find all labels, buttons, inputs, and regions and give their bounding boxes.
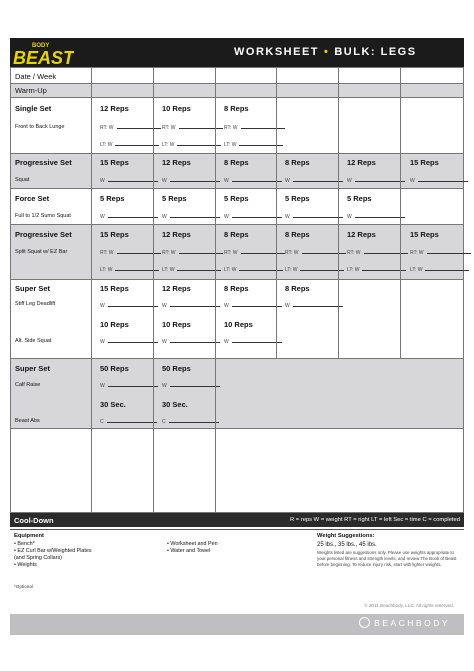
weight-field[interactable]: [241, 249, 285, 254]
weight-field[interactable]: [232, 177, 282, 182]
beachbody-logo: BEACHBODY: [359, 618, 450, 629]
weight-field[interactable]: [108, 338, 158, 343]
blank-row: [11, 428, 463, 514]
date-week-row: [11, 68, 463, 83]
logo-top-text: BODY: [32, 43, 50, 49]
date-week-label: Date / Week: [15, 72, 57, 81]
weight-field[interactable]: [108, 302, 158, 307]
beachbody-circle-icon: [359, 617, 370, 628]
weight-field[interactable]: [108, 382, 158, 387]
exercise-alt-side-squat: Alt. Side Squat: [15, 338, 52, 344]
equipment-item: • EZ Curl Bar w/Weighted Plates: [14, 548, 92, 554]
progressive-set-split-squat-row: Progressive Set Split Squat w/ EZ Bar 15 Reps RT: W LT: W 12 Reps RT: W LT: W 8 Reps RT: W LT: W 8 Reps RT: W LT: W 12 Reps RT: W LT: W 15 Reps RT: W LT: W: [11, 224, 463, 279]
exercise-beast-abs: Beast Abs: [15, 418, 40, 424]
weight-field[interactable]: [425, 266, 469, 271]
super-set-legs-row: Super Set Stiff Leg Deadlift Alt. Side Squat 15 Reps W 10 Reps W 12 Reps W 10 Reps W 8 Reps W 10 Reps W 8 Reps W: [11, 279, 463, 358]
warmup-label: Warm-Up: [15, 86, 47, 95]
single-set-label: Single Set: [15, 104, 52, 113]
progressive-set-label: Progressive Set: [15, 230, 72, 239]
weight-field[interactable]: [170, 338, 220, 343]
weight-field[interactable]: [232, 213, 282, 218]
weight-field[interactable]: [293, 213, 343, 218]
equipment-item: • Water and Towel: [167, 548, 211, 554]
cooldown-bar: [10, 513, 464, 527]
weight-suggestions-title: Weight Suggestions:: [317, 533, 375, 539]
weight-field[interactable]: [170, 177, 220, 182]
legend-text: R = reps W = weight RT = right LT = left Sec = time C = completed: [289, 517, 460, 523]
progressive-set-label: Progressive Set: [15, 158, 72, 167]
reps-label: 8 Reps: [224, 104, 249, 113]
equipment-item: (and Spring Collars): [14, 555, 62, 561]
footer-bar: [10, 614, 464, 635]
title-workout: BULK: LEGS: [334, 46, 417, 58]
exercise-calf-raise: Calf Raise: [15, 382, 41, 388]
exercise-stiff-leg-deadlift: Stiff Leg Deadlift: [15, 301, 56, 307]
force-set-label: Force Set: [15, 194, 50, 203]
title-separator: •: [324, 46, 330, 58]
copyright-text: © 2011 Beachbody, LLC. All rights reserved.: [364, 603, 454, 608]
weight-field[interactable]: [232, 302, 282, 307]
completed-field[interactable]: [107, 418, 157, 423]
equipment-item: • Weights: [14, 562, 37, 568]
workout-table: [10, 67, 464, 513]
cooldown-label: Cool-Down: [14, 516, 54, 525]
weight-field[interactable]: [232, 338, 282, 343]
weight-field[interactable]: [355, 213, 405, 218]
exercise-sumo-squat: Full to 1/2 Sumo Squat: [15, 213, 71, 219]
weight-field[interactable]: [108, 177, 158, 182]
weight-field[interactable]: [108, 213, 158, 218]
weight-field[interactable]: [170, 213, 220, 218]
reps-label: 12 Reps: [100, 104, 129, 113]
weight-values: 25 lbs., 35 lbs., 45 lbs.: [317, 542, 377, 548]
equipment-item: • Bench*: [14, 541, 35, 547]
completed-field[interactable]: [169, 418, 219, 423]
weight-field[interactable]: [418, 177, 468, 182]
single-set-row: Single Set Front to Back Lunge 12 Reps RT: W LT: W 10 Reps RT: W LT: W 8 Reps RT: W LT: W: [11, 97, 463, 153]
equipment-title: Equipment: [14, 533, 44, 539]
equipment-section: [10, 529, 464, 530]
equipment-item: • Worksheet and Pen: [167, 541, 218, 547]
super-set-abs-row: Super Set Calf Raise Beast Abs 50 Reps W 30 Sec. C 50 Reps W 30 Sec. C: [11, 358, 463, 428]
super-set-label: Super Set: [15, 364, 51, 373]
weight-field[interactable]: [170, 302, 220, 307]
logo-main-text: BEAST: [13, 48, 74, 67]
exercise-front-to-back-lunge: Front to Back Lunge: [15, 124, 65, 130]
weight-field[interactable]: [293, 177, 343, 182]
progressive-set-squat-row: Progressive Set Squat 15 Reps W 12 Reps W 8 Reps W 8 Reps W 12 Reps W 15 Reps W: [11, 153, 463, 188]
weight-field[interactable]: [427, 249, 471, 254]
weight-field[interactable]: [241, 124, 285, 129]
weight-field[interactable]: [170, 382, 220, 387]
body-beast-logo: [10, 39, 74, 67]
force-set-row: Force Set Full to 1/2 Sumo Squat 5 Reps W 5 Reps W 5 Reps W 5 Reps W 5 Reps W: [11, 188, 463, 224]
weight-field[interactable]: [293, 302, 343, 307]
optional-note: *Optional: [14, 584, 33, 589]
reps-label: 10 Reps: [162, 104, 191, 113]
weight-note: Weights listed are suggestions only. Please use weights appropriate to your personal fitness and strength levels, and review The Book of Beast before beginning. To reduce injury risk, start with lighter weights.: [317, 550, 457, 567]
weight-field[interactable]: [355, 177, 405, 182]
exercise-squat: Squat: [15, 177, 30, 183]
exercise-split-squat: Split Squat w/ EZ Bar: [15, 249, 68, 255]
super-set-label: Super Set: [15, 284, 51, 293]
page-title: [234, 46, 417, 58]
warmup-row: [11, 83, 463, 97]
title-worksheet: WORKSHEET: [234, 46, 319, 58]
